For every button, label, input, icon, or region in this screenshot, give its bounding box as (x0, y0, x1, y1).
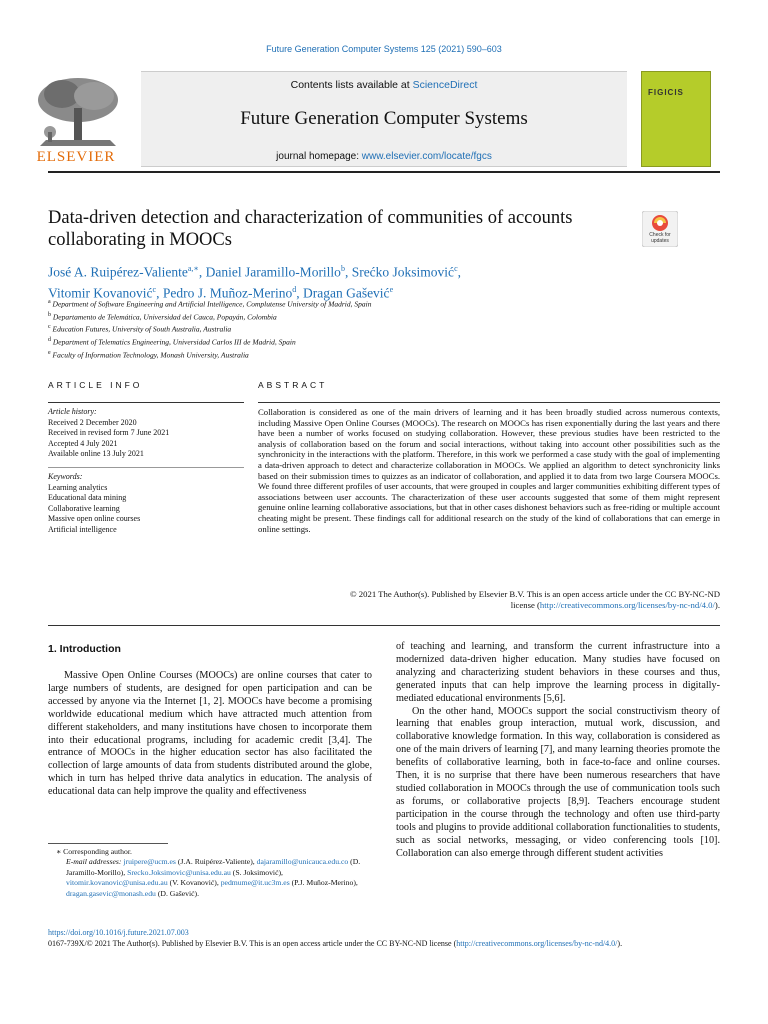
footnote-divider (48, 843, 168, 844)
email-link[interactable]: dajaramillo@unicauca.edu.co (256, 857, 349, 867)
keyword: Massive open online courses (48, 514, 141, 523)
author-name[interactable]: Dragan Gašević (302, 285, 390, 300)
copyright-text: 0167-739X/© 2021 The Author(s). Published by Elsevier B.V. This is an open access article under the CC BY-NC-ND license ( (48, 939, 457, 948)
journal-reference[interactable]: Future Generation Computer Systems 125 (2021) 590–603 (266, 44, 502, 54)
cover-label: FIGICIS (648, 88, 684, 97)
intro-column-2 (396, 641, 720, 860)
author-name[interactable]: Pedro J. Muñoz-Merino (162, 285, 293, 300)
email-link[interactable]: pedmume@it.uc3m.es (220, 878, 290, 888)
author-affiliation-marker: b (340, 264, 345, 273)
affiliation (48, 335, 668, 348)
license-suffix: ). (714, 599, 720, 610)
affiliation (48, 322, 668, 335)
author-affiliation-marker: c (454, 264, 458, 273)
affiliation-text: Department of Telematics Engineering, Universidad Carlos III de Madrid, Spain (51, 337, 296, 347)
keywords-label: Keywords: (48, 472, 83, 481)
email-link[interactable]: dragan.gasevic@monash.edu (66, 888, 156, 898)
affiliation-text: Education Futures, University of South Australia, Australia (50, 324, 232, 334)
email-owner: (P.J. Muñoz-Merino), (291, 878, 358, 888)
affiliation-marker: d (48, 337, 51, 344)
email-owner: (V. Kovanović), (169, 878, 219, 888)
email-owner: (D. Gašević). (157, 888, 200, 898)
affiliation (48, 297, 668, 310)
doi-link[interactable]: https://doi.org/10.1016/j.future.2021.07.003 (48, 928, 189, 937)
history-entry: Received 2 December 2020 (48, 417, 137, 427)
intro-paragraph: of teaching and learning, and transform the current infrastructure into a modernized data-driven higher education. Many studies have focused on analyzing and characterizing student behaviors in these courses and thus, generated inputs that can help improve the learning process in digitally-mediated educational environments [5,6]. (396, 641, 720, 704)
journal-homepage (141, 151, 627, 162)
article-history (48, 407, 248, 460)
contents-prefix: Contents lists available at (290, 79, 413, 91)
author-name[interactable]: José A. Ruipérez-Valiente (48, 264, 188, 280)
keyword: Educational data mining (48, 493, 127, 502)
license-line-2 (258, 600, 720, 611)
history-entry: Received in revised form 7 June 2021 (48, 428, 170, 437)
abstract-heading: ABSTRACT (258, 380, 328, 390)
email-owner: (D. Jaramillo-Morillo), (66, 857, 361, 877)
keywords-divider (48, 467, 244, 468)
article-title: Data-driven detection and characterization of communities of accounts collaborating in MOOCs (48, 208, 573, 250)
author-list: José A. Ruipérez-Valiente$^{a,∗}$, Daniel Jaramillo-Morillo$^b$, Srećko Joksimović$^c$, Vitomir Kovanović$^c$, Pedro J. Muñoz-Merino$^d$, Dragan Gašević$^e$ (48, 264, 461, 300)
history-entry: Accepted 4 July 2021 (48, 438, 118, 448)
intro-column-1: Massive Open Online Courses (MOOCs) are online courses that cater to large numbers of students, are designed for open participation and can be accessed by anyone via the Internet [1, 2]. MOOCs have become a promising worldwide educational medium which have attracted much attention from different stakeholders, and many institutions have chosen to incorporate them into their educational programs, including for academic credit [3,4]. The entrance of MOOCs in the higher education sector has also facilitated the collection of large amounts of data from students distributed around the globe, which in turn has helped thrive data analytics in education. The analysis of educational data can help improve the quality and effectiveness (48, 670, 372, 798)
homepage-link[interactable]: www.elsevier.com/locate/fgcs (361, 151, 492, 162)
keyword: Learning analytics (48, 482, 108, 492)
abstract-license (258, 589, 720, 610)
homepage-prefix: journal homepage: (276, 151, 362, 162)
affiliation-text: Faculty of Information Technology, Monash University, Australia (50, 350, 249, 360)
footnotes (48, 847, 378, 899)
email-link[interactable]: jruipere@ucm.es (123, 857, 176, 867)
abstract-bottom-divider (48, 625, 720, 626)
email-label: E-mail addresses: (66, 857, 124, 867)
affiliation-text: Departamento de Telemática, Universidad del Cauca, Popayán, Colombia (51, 312, 277, 322)
copyright-suffix: ). (617, 939, 623, 948)
author-name[interactable]: Srećko Joksimović (351, 264, 455, 280)
check-for-updates-label: Check for updates (649, 232, 671, 244)
history-label: Article history: (48, 407, 97, 416)
header-divider (48, 171, 720, 173)
affiliation-marker: b (48, 311, 51, 318)
email-addresses (48, 857, 378, 899)
copyright-notice (48, 939, 720, 950)
sciencedirect-link[interactable]: ScienceDirect (412, 79, 478, 91)
copyright-license-link[interactable]: http://creativecommons.org/licenses/by-nc-nd/4.0/ (456, 939, 618, 948)
license-link[interactable]: http://creativecommons.org/licenses/by-nc-nd/4.0/ (539, 599, 715, 610)
email-link[interactable]: Srecko.Joksimovic@unisa.edu.au (127, 867, 231, 877)
journal-cover-thumbnail[interactable] (641, 71, 711, 167)
section-heading-introduction: 1. Introduction (48, 643, 121, 655)
affiliation (48, 348, 668, 361)
affiliation (48, 310, 668, 323)
author-affiliation-marker: c (152, 284, 157, 294)
publisher-name: ELSEVIER (36, 149, 116, 165)
author-affiliation-marker: e (389, 284, 394, 294)
history-entry: Available online 13 July 2021 (48, 449, 144, 458)
article-info-heading: ARTICLE INFO (48, 380, 143, 390)
keywords (48, 472, 248, 535)
keyword: Collaborative learning (48, 503, 120, 513)
keyword: Artificial intelligence (48, 524, 117, 534)
affiliation-text: Department of Software Engineering and Artificial Intelligence, Complutense University of Madrid, Spain (50, 299, 372, 309)
author-affiliation-marker: d (292, 284, 297, 294)
affiliation-marker: a (48, 299, 51, 305)
email-owner: (S. Joksimović), (232, 867, 283, 877)
author-name[interactable]: Vitomir Kovanović (48, 285, 153, 300)
abstract-text: Collaboration is considered as one of the main drivers of learning and it has been broadly studied across numerous contexts, including Massive Open Online Courses (MOOCs). The research on MOOCs has risen exponentially during the last years and there have been a number of works focused on studying collaboration. However, these previous studies have been restricted to the analysis of collaboration based on the forum and social interactions, without taking into account other possibilities such as the synchronicity in the interactions with the platform. Therefore, in this work we performed a case study with the goal of implementing a data-driven approach to detect and characterize collaboration in MOOCs. We applied an algorithm to detect synchronicity links based on their submission times to quizzes as an indicator of collaboration, and applied it to data from two large Coursera MOOCs. We found three different profiles of user accounts, that were grouped in couples and larger communities exhibiting different types of associations between user accounts. The characterization of these user accounts suggested that some of them might represent genuine online learning collaborative associations, but that in other cases dishonest behaviors such as free-riding or multiple account cheating might be present. These findings call for additional research on the study of the kind of collaborations that can emerge in online settings. (258, 407, 720, 534)
corresponding-author-note: ∗ Corresponding author. (56, 847, 132, 856)
affiliation-list (48, 297, 668, 361)
author-affiliation-marker: a,∗ (187, 264, 199, 273)
affiliation-marker: e (48, 349, 51, 356)
email-owner: (J.A. Ruipérez-Valiente), (177, 857, 255, 867)
article-info-divider (48, 402, 244, 403)
abstract-divider (258, 402, 720, 403)
intro-paragraph: On the other hand, MOOCs support the social constructivism theory of learning that enables group interaction, mutual work, discussion, and collaborative knowledge formation. In this way, collaboration is considered as one of the main drivers of learning [7], and many learning theories promote the benefits of collaborative learning, both in face-to-face and online courses. Then, it is no surprise that there have been numerous researchers that have studied collaboration in MOOCs through the use of communication tools such as forums, or collaborative projects [8,9]. Teachers encourage student participation in the course through the technology and often use third-party tools and plugins to provide additional collaboration functionalities to students, such as social networks, messaging, or video conferencing tools [10]. Collaboration can also emerge through different student activities (396, 705, 720, 859)
license-prefix: license ( (510, 599, 540, 610)
license-line: © 2021 The Author(s). Published by Elsevier B.V. This is an open access article under the CC BY-NC-ND (350, 589, 720, 599)
contents-availability (141, 79, 627, 91)
email-link[interactable]: vitomir.kovanovic@unisa.edu.au (66, 878, 168, 888)
affiliation-marker: c (48, 324, 51, 331)
author-name[interactable]: Daniel Jaramillo-Morillo (205, 264, 341, 280)
journal-title: Future Generation Computer Systems (240, 108, 528, 129)
